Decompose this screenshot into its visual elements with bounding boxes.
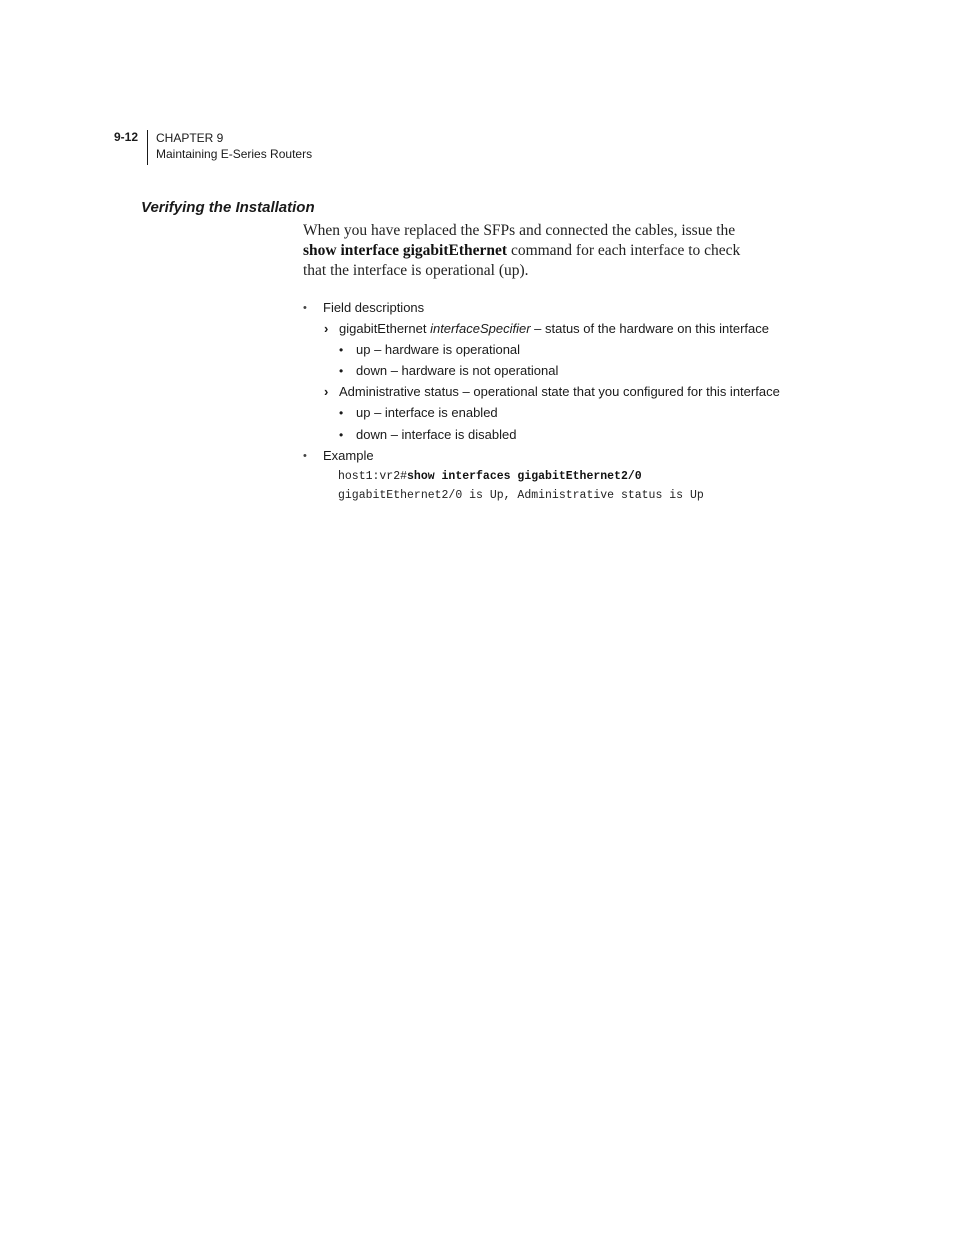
list-item-label: Example <box>323 448 374 463</box>
field-item-gigabitethernet <box>324 321 769 337</box>
intro-line-1: When you have replaced the SFPs and connected the cables, issue the <box>303 222 736 239</box>
field-description: – status of the hardware on this interface <box>530 321 769 336</box>
field-item-administrative-status <box>324 384 780 400</box>
field-value-text: down – interface is disabled <box>356 427 517 442</box>
code-output-line: gigabitEthernet2/0 is Up, Administrative status is Up <box>338 489 704 502</box>
cli-prompt: host1:vr2# <box>338 470 408 483</box>
code-command-line <box>338 470 642 484</box>
chapter-label: CHAPTER 9 <box>156 131 224 145</box>
section-heading: Verifying the Installation <box>141 199 315 216</box>
intro-line-2 <box>303 241 803 261</box>
field-value-item <box>339 405 498 421</box>
field-value-item <box>339 342 521 358</box>
bullet-marker: • <box>339 428 344 442</box>
field-name: gigabitEthernet <box>339 321 431 336</box>
field-value-item <box>339 427 517 443</box>
bullet-marker: • <box>339 406 344 420</box>
field-value-text: up – hardware is operational <box>356 342 521 357</box>
bullet-marker: • <box>339 364 344 378</box>
chapter-title: Maintaining E-Series Routers <box>156 147 313 161</box>
list-item-example <box>303 448 374 464</box>
page-number: 9-12 <box>114 130 139 144</box>
list-item-label: Field descriptions <box>323 300 425 315</box>
field-description: Administrative status – operational state that you configured for this interface <box>339 384 780 399</box>
intro-paragraph <box>303 221 803 281</box>
field-name-parameter: interfaceSpecifier <box>430 321 531 336</box>
running-header <box>156 130 312 162</box>
command-name: show interface gigabitEthernet <box>303 242 508 259</box>
intro-line-2-text: command for each interface to check <box>507 242 741 259</box>
chevron-marker: › <box>324 321 329 336</box>
intro-line-3: that the interface is operational (up). <box>303 262 529 279</box>
list-item-field-descriptions <box>303 300 425 316</box>
chevron-marker: › <box>324 384 329 399</box>
field-value-text: up – interface is enabled <box>356 405 498 420</box>
bullet-marker: • <box>339 343 344 357</box>
bullet-marker: • <box>303 450 307 462</box>
field-value-item <box>339 363 559 379</box>
field-value-text: down – hardware is not operational <box>356 363 559 378</box>
bullet-marker: • <box>303 302 307 314</box>
cli-command: show interfaces gigabitEthernet2/0 <box>407 470 642 483</box>
header-divider <box>147 130 148 165</box>
